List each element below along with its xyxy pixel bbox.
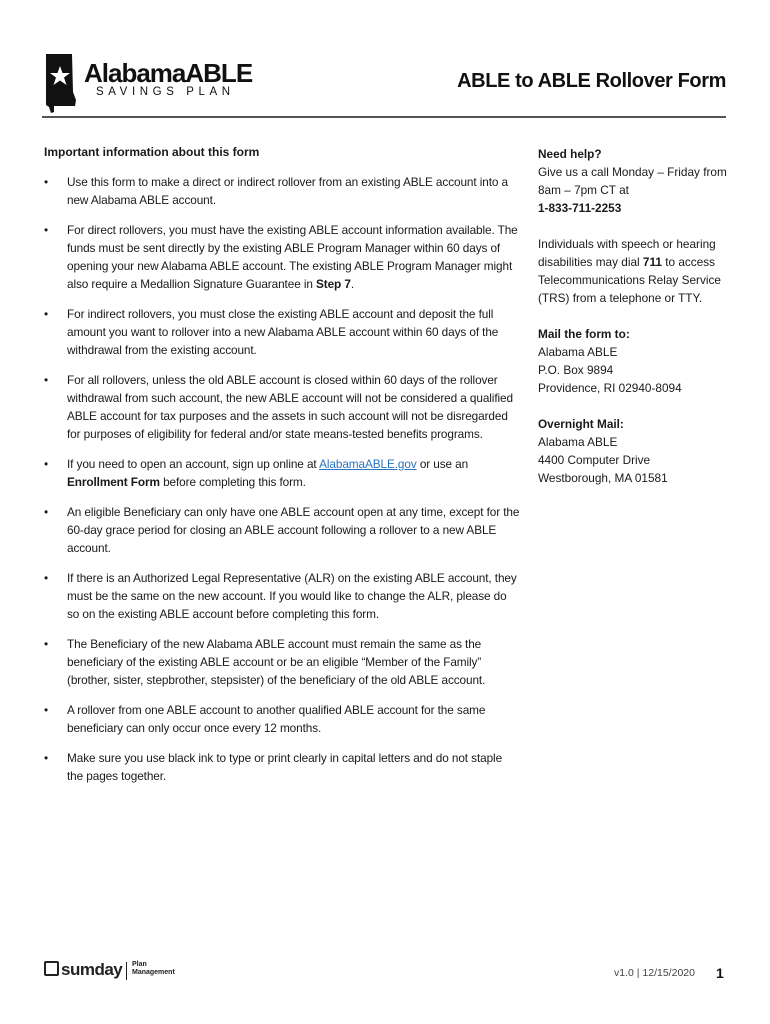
bullet-text: If you need to open an account, sign up online at bbox=[67, 457, 320, 471]
bullet-text: For indirect rollovers, you must close the existing ABLE account and deposit the full amount you want to rollover into a new Alabama ABLE account within 60 days of the withdrawal from the existing account. bbox=[67, 307, 499, 357]
bullet-text: The Beneficiary of the new Alabama ABLE account must remain the same as the beneficiary of the existing ABLE account or be an eligible “Member of the Family” (brother, sister, stepbrother, stepsister) of the beneficiary of the old ABLE account. bbox=[67, 637, 486, 687]
mail-block bbox=[538, 325, 738, 397]
bullet-item bbox=[44, 749, 520, 785]
tty-text-start: Individuals with speech or hearing disabilities may dial bbox=[538, 237, 716, 269]
page-number: 1 bbox=[716, 965, 724, 981]
tty-number: 711 bbox=[642, 255, 662, 269]
bullet-item bbox=[44, 455, 520, 491]
need-help-block bbox=[538, 145, 738, 217]
bullet-dot-icon: • bbox=[44, 751, 49, 765]
form-title: ABLE to ABLE Rollover Form bbox=[457, 70, 726, 92]
bullet-dot-icon: • bbox=[44, 175, 49, 189]
header-divider bbox=[42, 116, 726, 118]
plan-line-1: Plan bbox=[132, 961, 147, 968]
bullet-bold-text: Enrollment Form bbox=[67, 475, 160, 489]
bullet-text: If there is an Authorized Legal Representative (ALR) on the existing ABLE account, they must be the same on the new account. If you would like to change the ALR, please do so on the existing ABLE account before completing this form. bbox=[67, 571, 517, 621]
sumday-logo bbox=[44, 960, 204, 984]
bullet-text: For direct rollovers, you must have the existing ABLE account information available. The funds must be sent directly by the existing ABLE Program Manager within 60 days of opening your new Alabama ABLE account. The existing ABLE Program Manager might also require a Medallion Signature Guarantee in bbox=[67, 223, 518, 291]
bullet-list bbox=[44, 173, 520, 785]
bullet-text: before completing this form. bbox=[159, 475, 306, 489]
bullet-dot-icon: • bbox=[44, 637, 49, 651]
sumday-square-icon bbox=[44, 961, 59, 976]
mail-heading: Mail the form to: bbox=[538, 327, 630, 341]
bullet-dot-icon: • bbox=[44, 505, 49, 519]
overnight-heading: Overnight Mail: bbox=[538, 417, 624, 431]
important-information-section bbox=[44, 145, 520, 797]
plan-management-label bbox=[132, 961, 175, 977]
version-date: v1.0 | 12/15/2020 bbox=[614, 967, 695, 979]
bullet-dot-icon: • bbox=[44, 223, 49, 237]
call-hours-text: Give us a call Monday – Friday from 8am – 7pm CT at bbox=[538, 165, 727, 197]
bullet-item bbox=[44, 305, 520, 359]
header bbox=[42, 48, 726, 116]
bullet-dot-icon: • bbox=[44, 307, 49, 321]
logo-title: AlabamaABLE bbox=[84, 58, 253, 88]
logo-subtitle: SAVINGS PLAN bbox=[96, 86, 235, 98]
overnight-address-line: 4400 Computer Drive bbox=[538, 453, 651, 467]
bullet-item bbox=[44, 221, 520, 293]
mail-address-line: Alabama ABLE bbox=[538, 345, 618, 359]
bullet-text: . bbox=[350, 277, 354, 291]
bullet-text: Make sure you use black ink to type or print clearly in capital letters and do not staple the pages together. bbox=[67, 751, 503, 783]
alabama-state-star-icon bbox=[42, 52, 80, 114]
bullet-item bbox=[44, 635, 520, 689]
bullet-text: or use an bbox=[416, 457, 469, 471]
bullet-text: An eligible Beneficiary can only have one ABLE account open at any time, except for the 60-day grace period for closing an ABLE account following a rollover to a new ABLE account. bbox=[67, 505, 520, 555]
tty-block bbox=[538, 235, 738, 307]
bullet-text: Use this form to make a direct or indirect rollover from an existing ABLE account into a new Alabama ABLE account. bbox=[67, 175, 508, 207]
bullet-item bbox=[44, 173, 520, 209]
sumday-brand-text: sumday bbox=[61, 960, 123, 979]
bullet-item bbox=[44, 701, 520, 737]
mail-address-line: P.O. Box 9894 bbox=[538, 363, 614, 377]
bullet-dot-icon: • bbox=[44, 373, 49, 387]
bullet-dot-icon: • bbox=[44, 457, 49, 471]
bullet-item bbox=[44, 371, 520, 443]
section-heading: Important information about this form bbox=[44, 145, 260, 159]
footer-separator bbox=[126, 962, 127, 980]
bullet-dot-icon: • bbox=[44, 571, 49, 585]
need-help-heading: Need help? bbox=[538, 147, 602, 161]
overnight-address-line: Alabama ABLE bbox=[538, 435, 618, 449]
phone-number[interactable]: 1-833-711-2253 bbox=[538, 201, 622, 215]
bullet-text: A rollover from one ABLE account to another qualified ABLE account for the same beneficiary can only occur once every 12 months. bbox=[67, 703, 486, 735]
bullet-text: For all rollovers, unless the old ABLE account is closed within 60 days of the rollover withdrawal from such account, the new ABLE account will not be considered a qualified ABLE account for tax purposes and the assets in such account will not be disregarded for purposes of eligibility for federal and/or state means-tested benefits programs. bbox=[67, 373, 513, 441]
bullet-item bbox=[44, 503, 520, 557]
sumday-wordmark bbox=[44, 960, 122, 980]
bullet-bold-text: Step 7 bbox=[316, 277, 351, 291]
overnight-block bbox=[538, 415, 738, 487]
overnight-address-line: Westborough, MA 01581 bbox=[538, 471, 668, 485]
alabama-able-logo bbox=[42, 52, 253, 114]
contact-sidebar bbox=[538, 145, 738, 505]
bullet-item bbox=[44, 569, 520, 623]
alabama-able-link[interactable]: AlabamaABLE.gov bbox=[319, 457, 417, 471]
mail-address-line: Providence, RI 02940-8094 bbox=[538, 381, 682, 395]
tty-text-end: to access Telecommunications Relay Service (TRS) from a telephone or TTY. bbox=[538, 255, 721, 305]
bullet-dot-icon: • bbox=[44, 703, 49, 717]
plan-line-2: Management bbox=[132, 969, 175, 976]
